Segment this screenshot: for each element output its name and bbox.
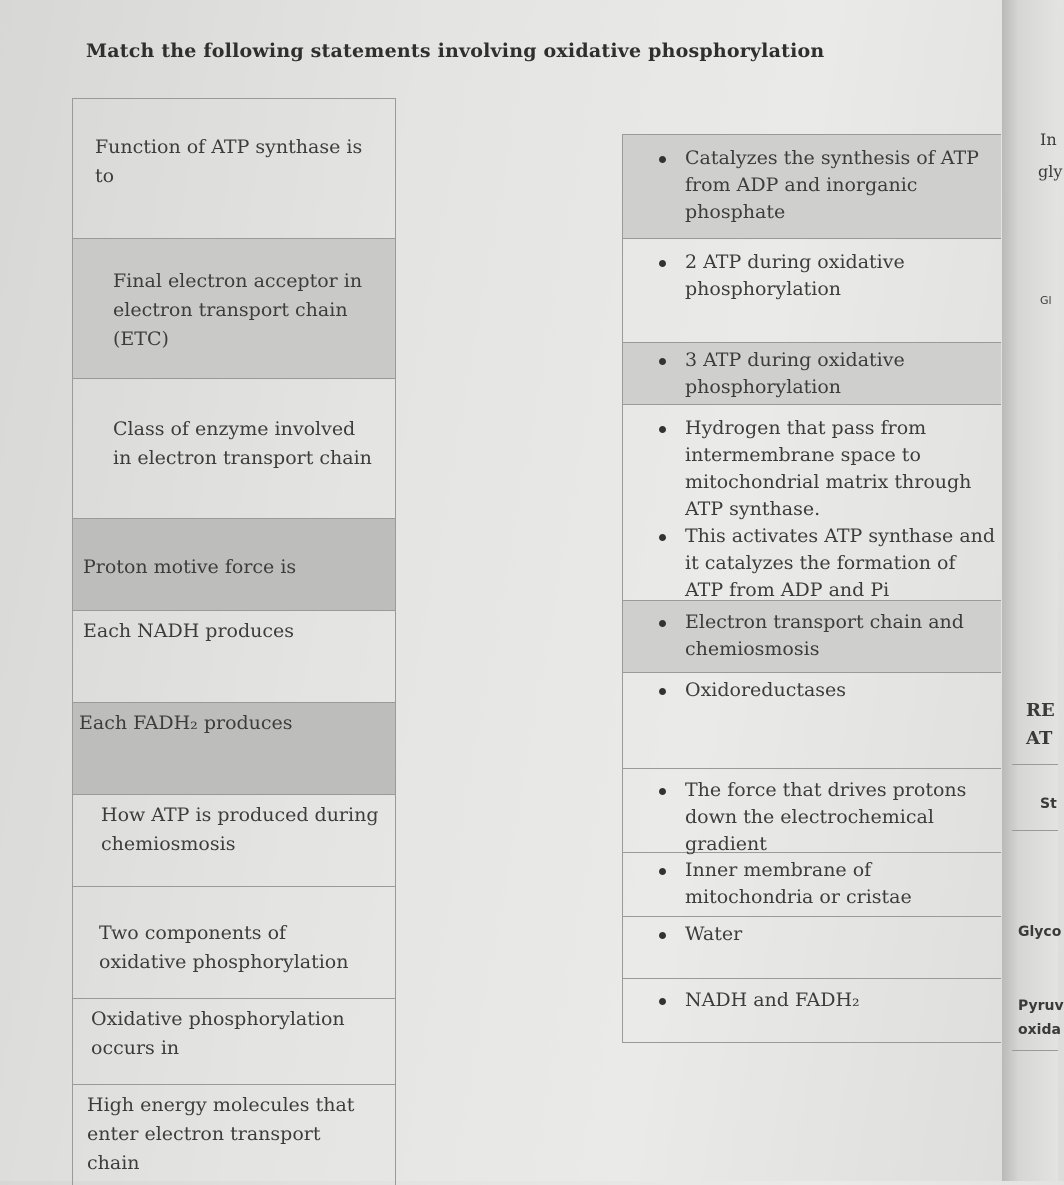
statements-column <box>72 98 396 1185</box>
statement-text: Oxidative phosphorylation occurs in <box>91 1008 345 1059</box>
answer-bullet: Water <box>653 921 997 948</box>
edge-text: Glyco <box>1018 924 1062 940</box>
statement-text: High energy molecules that enter electron transport chain <box>87 1094 355 1174</box>
edge-text: oxida <box>1018 1022 1061 1038</box>
statement-cell <box>73 1085 395 1185</box>
answers-column <box>622 134 1001 1043</box>
answer-cell <box>623 135 1001 239</box>
statement-text: Class of enzyme involved in electron transport chain <box>113 418 372 469</box>
page-title: Match the following statements involving oxidative phosphorylation <box>86 40 825 62</box>
statement-text: Final electron acceptor in electron transport chain (ETC) <box>113 270 363 350</box>
statement-cell <box>73 379 395 519</box>
statement-text: Each NADH produces <box>83 620 295 642</box>
answer-bullet: The force that drives protons down the electrochemical gradient <box>653 777 997 858</box>
answer-cell <box>623 239 1001 343</box>
statement-text: Function of ATP synthase is to <box>95 136 363 187</box>
answer-cell <box>623 405 1001 601</box>
answer-cell <box>623 853 1001 917</box>
statement-text: How ATP is produced during chemiosmosis <box>101 804 379 855</box>
answer-cell <box>623 601 1001 673</box>
answer-cell <box>623 917 1001 979</box>
statement-cell <box>73 611 395 703</box>
divider <box>1012 830 1058 831</box>
answer-cell <box>623 979 1001 1043</box>
edge-text: RE <box>1026 700 1055 721</box>
answer-cell <box>623 343 1001 405</box>
statement-text: Each FADH₂ produces <box>79 712 293 734</box>
edge-text: gly <box>1038 162 1063 181</box>
divider <box>1012 764 1058 765</box>
statement-cell <box>73 887 395 999</box>
statement-cell <box>73 999 395 1085</box>
answer-bullet: Inner membrane of mitochondria or cristae <box>653 857 997 911</box>
answer-bullet: This activates ATP synthase and it catalyzes the formation of ATP from ADP and Pi <box>653 523 997 604</box>
answer-bullet: Catalyzes the synthesis of ATP from ADP and inorganic phosphate <box>653 145 997 226</box>
answer-bullet: 3 ATP during oxidative phosphorylation <box>653 347 997 401</box>
answer-cell <box>623 673 1001 769</box>
answer-bullet: Electron transport chain and chemiosmosis <box>653 609 997 663</box>
statement-cell <box>73 239 395 379</box>
edge-text: In <box>1040 130 1057 149</box>
edge-text: AT <box>1026 728 1053 749</box>
statement-text: Proton motive force is <box>83 556 297 578</box>
answer-bullet: 2 ATP during oxidative phosphorylation <box>653 249 997 303</box>
edge-text: St <box>1040 796 1057 812</box>
divider <box>1012 1050 1058 1051</box>
statement-cell <box>73 703 395 795</box>
statement-text: Two components of oxidative phosphorylation <box>99 922 349 973</box>
answer-bullet: NADH and FADH₂ <box>653 987 997 1014</box>
statement-cell <box>73 795 395 887</box>
answer-cell <box>623 769 1001 853</box>
statement-cell <box>73 99 395 239</box>
statement-cell <box>73 519 395 611</box>
answer-bullet: Hydrogen that pass from intermembrane space to mitochondrial matrix through ATP synthase. <box>653 415 997 523</box>
edge-text: Gl <box>1040 294 1052 307</box>
answer-bullet: Oxidoreductases <box>653 677 997 704</box>
edge-text: Pyruv <box>1018 998 1064 1014</box>
